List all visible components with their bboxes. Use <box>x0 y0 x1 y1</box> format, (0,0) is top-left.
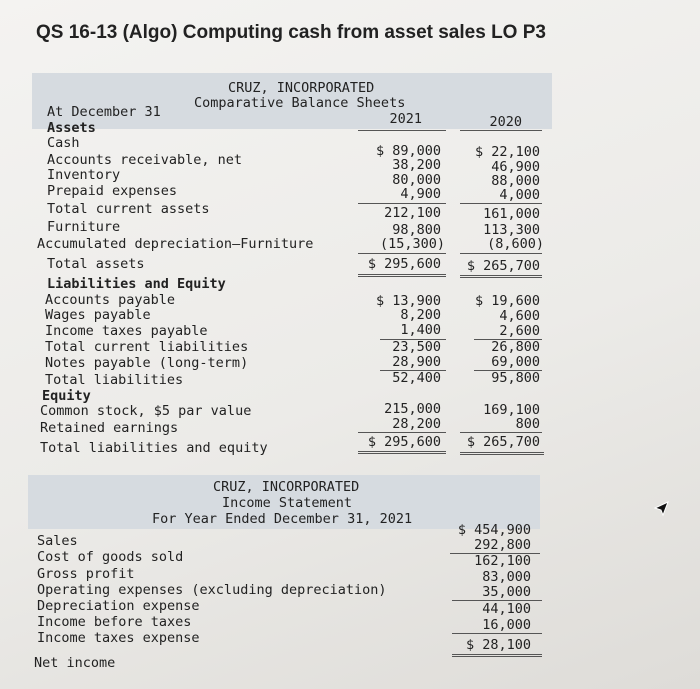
liabilities-equity-header: Liabilities and Equity <box>47 276 226 292</box>
value-2021-income-taxes-payable: 1,400 <box>400 322 441 338</box>
value-2020-furniture: 113,300 <box>483 222 540 238</box>
prepaid-underline-2020 <box>460 203 542 204</box>
is-row-label-income-taxes-expense: Income taxes expense <box>37 630 200 646</box>
retained-earnings-underline-2021 <box>358 432 446 433</box>
row-label-furniture: Furniture <box>47 219 121 235</box>
value-2020-retained-earnings: 800 <box>515 416 540 432</box>
value-2020-total-current-assets: 161,000 <box>483 206 540 222</box>
value-2021-common-stock: 215,000 <box>384 401 441 417</box>
net-income-double-underline <box>452 654 542 657</box>
value-2020-accumulated-depreciation: (8,600) <box>487 236 544 252</box>
is-row-label-cogs: Cost of goods sold <box>37 549 184 565</box>
is-row-label-depreciation-expense: Depreciation expense <box>37 598 200 614</box>
accum-dep-underline-2020 <box>460 253 542 254</box>
value-2020-inventory: 88,000 <box>491 173 540 189</box>
total-assets-double-underline-2020 <box>460 275 542 278</box>
value-2021-wages-payable: 8,200 <box>400 307 441 323</box>
row-label-total-current-liabilities: Total current liabilities <box>45 339 249 355</box>
value-2021-furniture: 98,800 <box>392 222 441 238</box>
row-label-common-stock: Common stock, $5 par value <box>40 403 252 419</box>
accum-dep-underline-2021 <box>358 253 446 254</box>
assets-header: Assets <box>47 120 96 136</box>
bs-company: CRUZ, INCORPORATED <box>228 80 375 96</box>
value-2020-total-liabilities-equity: $ 265,700 <box>466 434 540 450</box>
bs-col-2021: 2021 <box>389 111 422 127</box>
row-label-prepaid-expenses: Prepaid expenses <box>47 183 178 199</box>
value-2021-total-current-assets: 212,100 <box>384 205 441 221</box>
row-label-accounts-receivable: Accounts receivable, net <box>47 152 243 168</box>
row-label-total-liabilities-equity: Total liabilities and equity <box>40 440 268 456</box>
is-value-depreciation-expense: 35,000 <box>482 584 531 600</box>
value-2020-accounts-payable: $ 19,600 <box>474 293 540 309</box>
value-2021-inventory: 80,000 <box>392 172 441 188</box>
prepaid-underline-2021 <box>358 203 446 204</box>
value-2020-cash: $ 22,100 <box>474 144 540 160</box>
is-row-label-net-income: Net income <box>34 655 116 671</box>
is-statement-title: Income Statement <box>222 495 353 511</box>
equity-header: Equity <box>42 388 91 404</box>
is-value-operating-expenses: 83,000 <box>482 569 531 585</box>
value-2021-accounts-payable: $ 13,900 <box>375 293 441 309</box>
value-2020-notes-payable: 69,000 <box>491 354 540 370</box>
is-value-gross-profit: 162,100 <box>474 553 531 569</box>
value-2021-cash: $ 89,000 <box>375 143 441 159</box>
value-2020-prepaid-expenses: 4,000 <box>499 187 540 203</box>
row-label-accumulated-depreciation: Accumulated depreciation—Furniture <box>37 236 314 252</box>
row-label-total-assets: Total assets <box>47 256 145 272</box>
row-label-accounts-payable: Accounts payable <box>45 292 176 308</box>
total-le-double-underline-2020 <box>460 452 544 455</box>
value-2020-total-current-liabilities: 26,800 <box>491 339 540 355</box>
value-2021-prepaid-expenses: 4,900 <box>400 186 441 202</box>
bs-col-2021-underline <box>358 130 446 131</box>
is-value-income-before-taxes: 44,100 <box>482 601 531 617</box>
value-2020-total-liabilities: 95,800 <box>491 370 540 386</box>
value-2021-accounts-receivable: 38,200 <box>392 157 441 173</box>
total-assets-double-underline-2021 <box>358 274 446 277</box>
income-taxes-underline <box>452 633 542 634</box>
row-label-cash: Cash <box>47 135 80 151</box>
row-label-notes-payable: Notes payable (long-term) <box>45 355 249 371</box>
is-row-label-operating-expenses: Operating expenses (excluding depreciation) <box>37 582 387 598</box>
value-2020-common-stock: 169,100 <box>483 402 540 418</box>
value-2020-wages-payable: 4,600 <box>499 308 540 324</box>
row-label-income-taxes-payable: Income taxes payable <box>45 323 208 339</box>
row-label-total-current-assets: Total current assets <box>47 201 210 217</box>
is-company: CRUZ, INCORPORATED <box>213 479 360 495</box>
total-le-double-underline-2021 <box>358 451 446 454</box>
bs-col-2020-underline <box>460 130 542 131</box>
value-2021-retained-earnings: 28,200 <box>392 416 441 432</box>
value-2021-accumulated-depreciation: (15,300) <box>379 236 445 252</box>
value-2020-total-assets: $ 265,700 <box>466 258 540 274</box>
is-period: For Year Ended December 31, 2021 <box>152 511 413 527</box>
row-label-inventory: Inventory <box>47 167 121 183</box>
question-title: QS 16-13 (Algo) Computing cash from asset sales LO P3 <box>36 22 546 43</box>
value-2021-notes-payable: 28,900 <box>392 354 441 370</box>
bs-col-2020: 2020 <box>489 114 522 130</box>
value-2020-income-taxes-payable: 2,600 <box>499 323 540 339</box>
is-value-cogs: 292,800 <box>474 537 531 553</box>
is-value-income-taxes-expense: 16,000 <box>482 617 531 633</box>
is-value-net-income: $ 28,100 <box>465 637 531 653</box>
row-label-total-liabilities: Total liabilities <box>45 372 184 388</box>
value-2021-total-liabilities: 52,400 <box>392 370 441 386</box>
row-label-wages-payable: Wages payable <box>45 307 151 323</box>
bs-statement-title: Comparative Balance Sheets <box>194 95 406 111</box>
value-2021-total-current-liabilities: 23,500 <box>392 339 441 355</box>
value-2021-total-assets: $ 295,600 <box>367 256 441 272</box>
value-2020-accounts-receivable: 46,900 <box>491 159 540 175</box>
value-2021-total-liabilities-equity: $ 295,600 <box>367 434 441 450</box>
bs-period-label: At December 31 <box>47 104 161 120</box>
retained-earnings-underline-2020 <box>460 432 542 433</box>
is-row-label-income-before-taxes: Income before taxes <box>37 614 192 630</box>
is-row-label-gross-profit: Gross profit <box>37 566 135 582</box>
is-value-sales: $ 454,900 <box>457 522 531 538</box>
row-label-retained-earnings: Retained earnings <box>40 420 179 436</box>
mouse-pointer-icon <box>654 500 670 518</box>
is-row-label-sales: Sales <box>37 533 78 549</box>
